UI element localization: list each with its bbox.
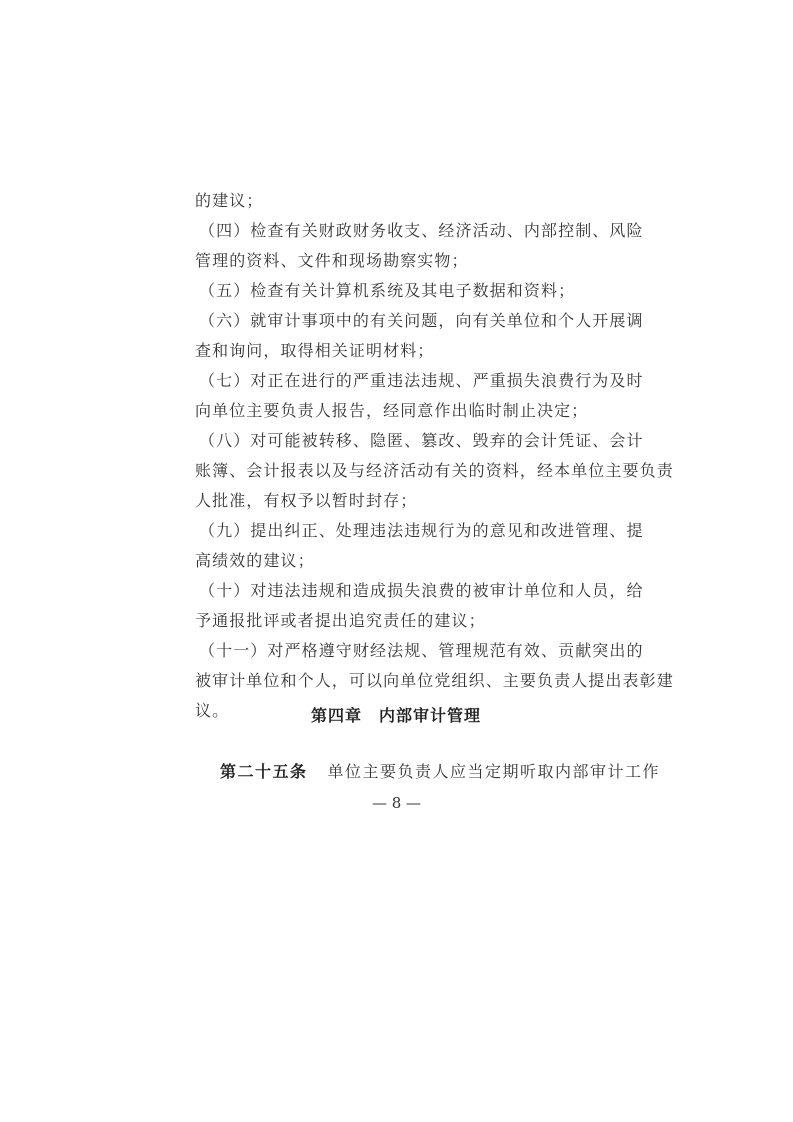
text-line: 被审计单位和个人，可以向单位党组织、主要负责人提出表彰建 [195,671,674,690]
text-line: （十一）对严格遵守财经法规、管理规范有效、贡献突出的 [199,641,644,660]
text-line: （五）检查有关计算机系统及其电子数据和资料； [199,281,576,300]
text-line: 高绩效的建议； [195,551,315,570]
text-line: （七）对正在进行的严重违法违规、严重损失浪费行为及时 [199,371,644,390]
text-line: 议。 [195,701,230,720]
text-line: 查和询问，取得相关证明材料； [195,341,435,360]
text-line: （八）对可能被转移、隐匿、篡改、毁弃的会计凭证、会计 [199,431,644,450]
text-line: 人批准，有权予以暂时封存； [195,491,418,510]
article-label: 第二十五条 [220,762,308,781]
chapter-heading: 第四章 内部审计管理 [310,706,481,725]
text-line: 向单位主要负责人报告，经同意作出临时制止决定； [195,401,589,420]
text-line: （九）提出纠正、处理违法违规行为的意见和改进管理、提 [199,521,644,540]
text-line: （六）就审计事项中的有关问题，向有关单位和个人开展调 [199,311,644,330]
article-text: 单位主要负责人应当定期听取内部审计工作 [327,762,661,781]
body-text [195,186,674,726]
page-number: — 8 — [371,794,422,812]
text-line: 账簿、会计报表以及与经济活动有关的资料，经本单位主要负责 [195,461,674,480]
text-line: 的建议； [195,191,264,210]
text-line: 予通报批评或者提出追究责任的建议； [195,611,486,630]
text-line: 管理的资料、文件和现场勘察实物； [195,251,469,270]
text-line: （十）对违法违规和造成损失浪费的被审计单位和人员，给 [199,581,644,600]
article-line [220,759,660,782]
text-line: （四）检查有关财政财务收支、经济活动、内部控制、风险 [199,221,644,240]
